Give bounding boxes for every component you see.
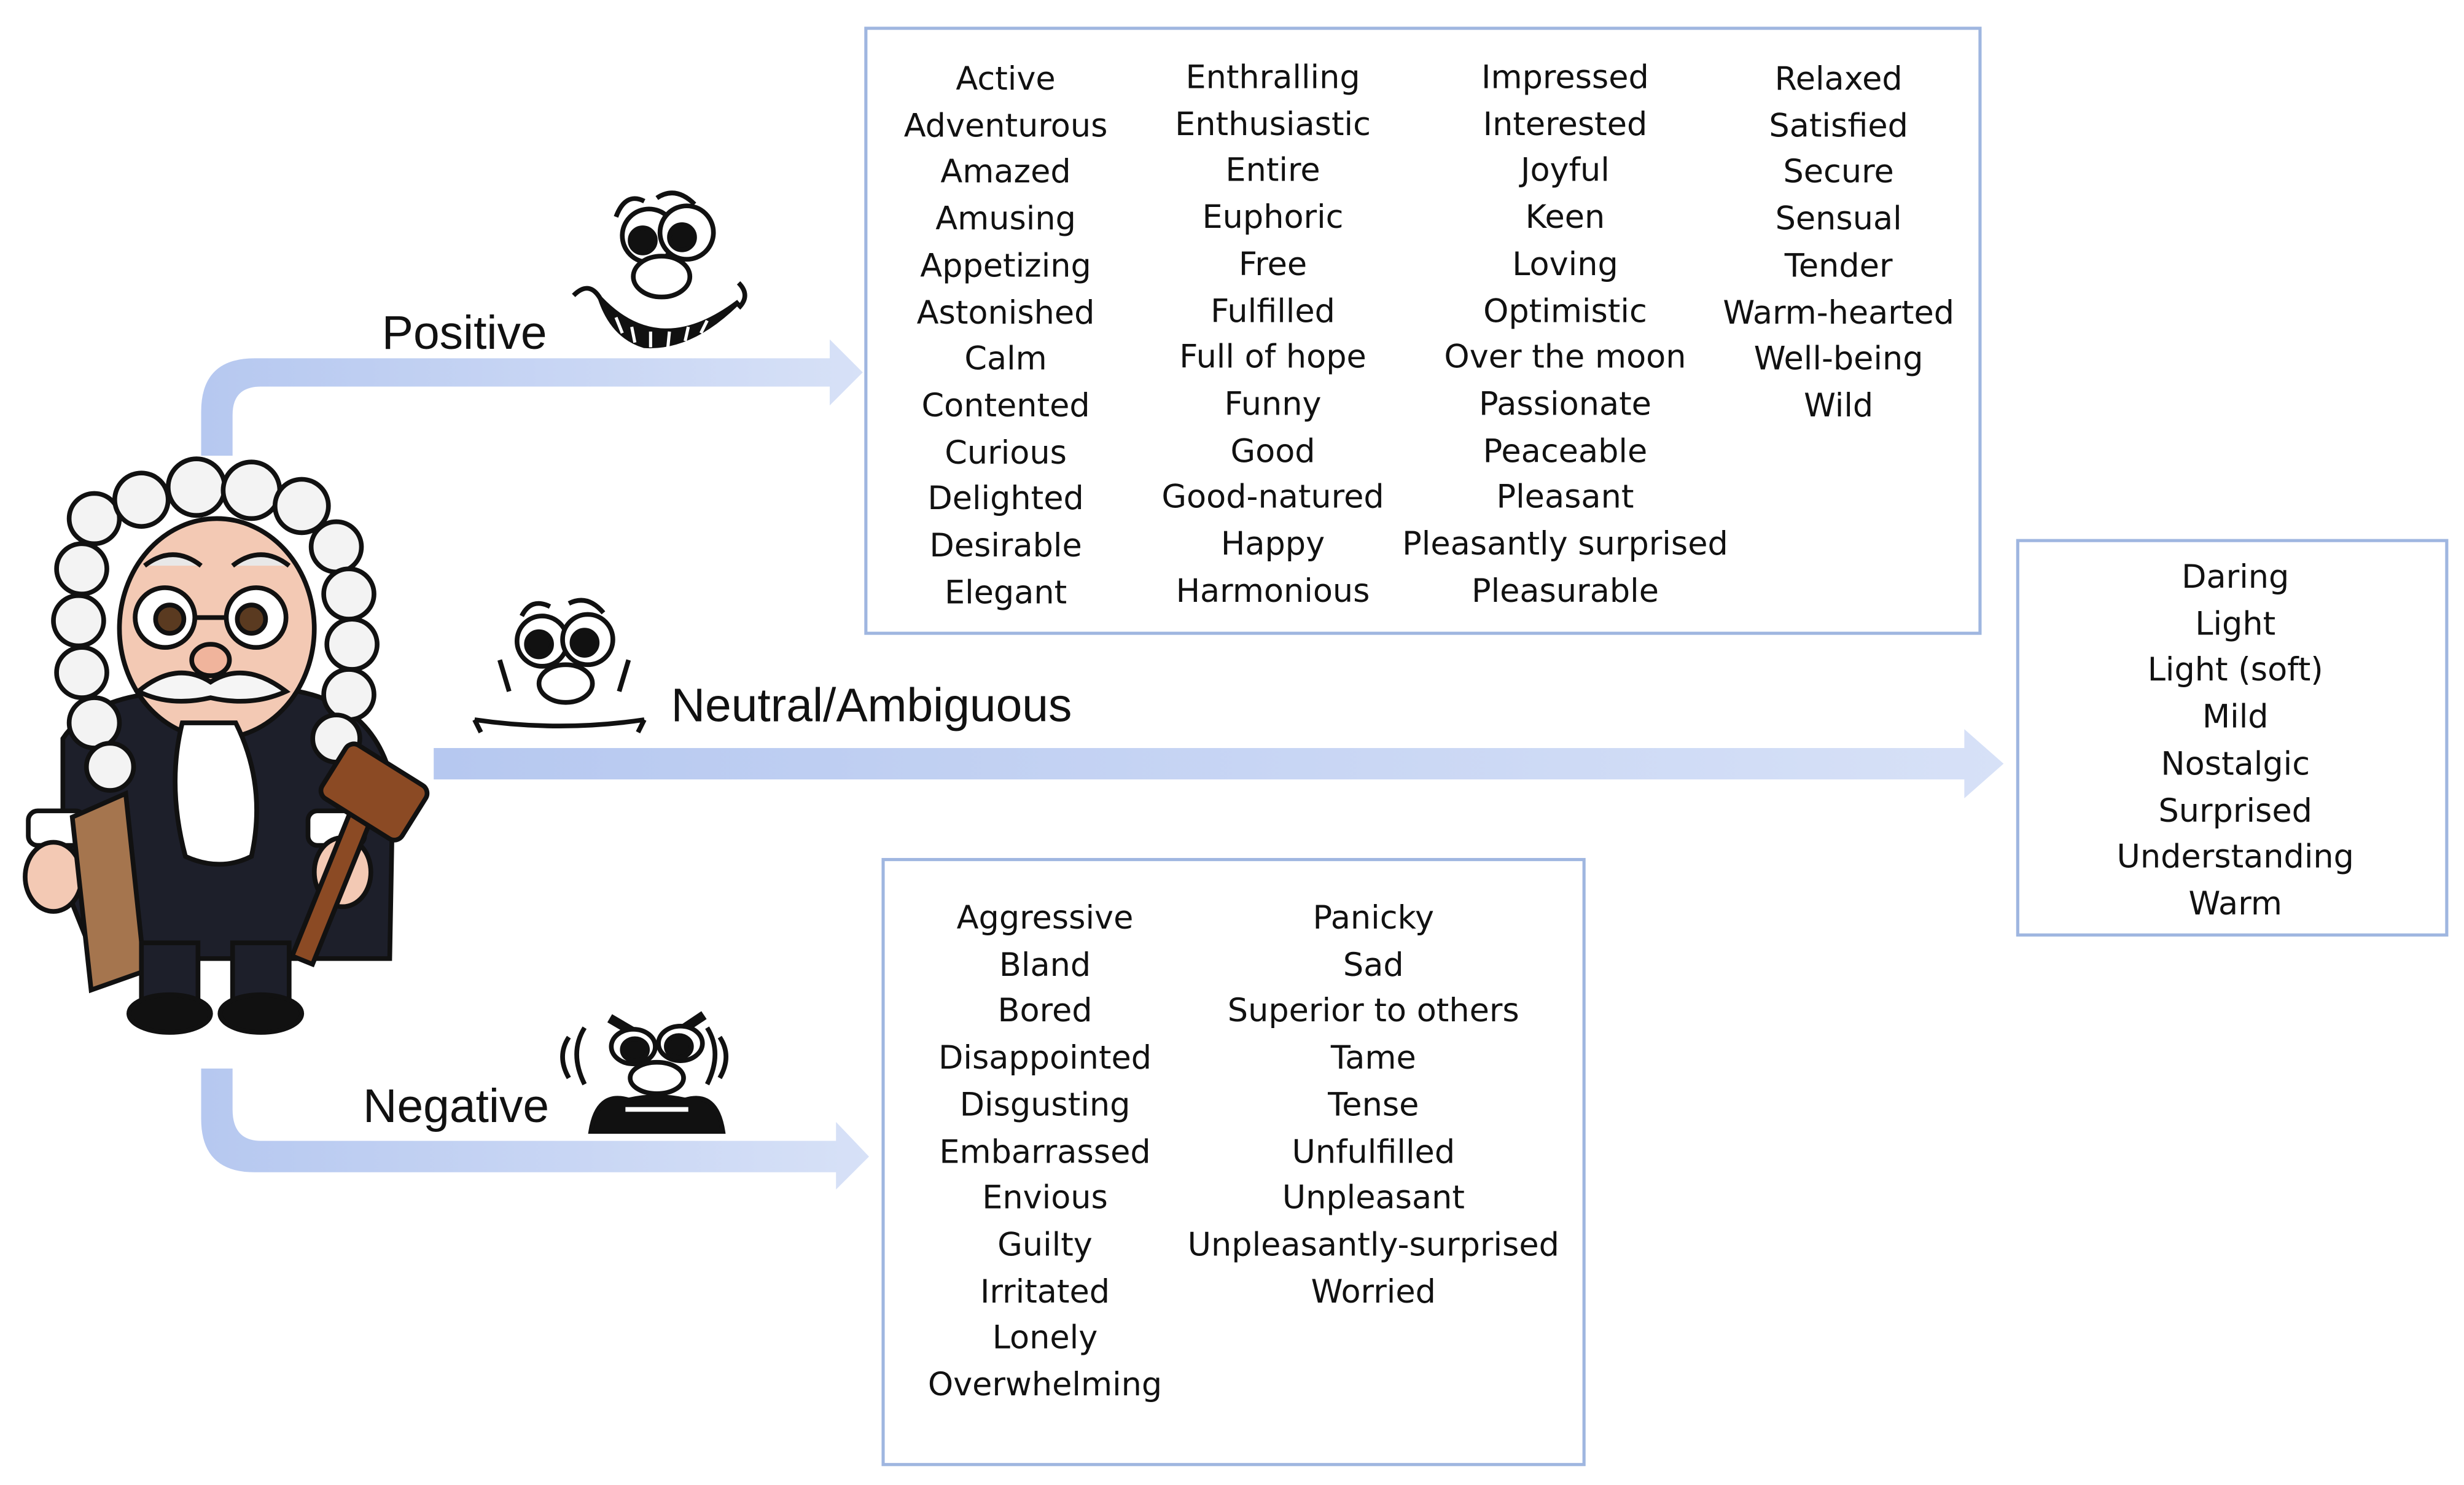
worried-face-icon <box>475 600 644 732</box>
negative-label: Negative <box>363 1081 550 1133</box>
word-item: Interested <box>1483 104 1648 143</box>
positive-column-4 <box>1716 57 1961 430</box>
negative-words-box <box>881 858 1585 1466</box>
negative-column-2 <box>1183 895 1564 1315</box>
word-item: Daring <box>2181 558 2290 596</box>
word-item: Unpleasant <box>1282 1179 1465 1217</box>
word-item: Warm <box>2188 884 2282 922</box>
positive-words-box <box>864 26 1981 634</box>
word-item: Enthralling <box>1185 58 1360 96</box>
word-item: Enthusiastic <box>1175 104 1371 143</box>
word-item: Pleasantly surprised <box>1402 524 1728 563</box>
word-item: Disappointed <box>938 1039 1152 1077</box>
word-item: Sad <box>1343 945 1404 983</box>
word-item: Unpleasantly-surprised <box>1187 1225 1559 1263</box>
word-item: Mild <box>2202 698 2269 736</box>
word-item: Good-natured <box>1161 478 1384 516</box>
word-item: Contented <box>921 386 1090 424</box>
word-item: Full of hope <box>1179 338 1367 376</box>
word-item: Good <box>1230 431 1316 470</box>
word-item: Bland <box>999 945 1091 983</box>
word-item: Impressed <box>1481 58 1649 96</box>
judge-character-icon <box>25 459 431 1032</box>
word-item: Pleasant <box>1496 478 1634 516</box>
word-item: Panicky <box>1312 898 1435 937</box>
word-item: Passionate <box>1478 384 1651 423</box>
word-item: Adventurous <box>903 106 1108 144</box>
word-item: Amusing <box>935 200 1076 238</box>
word-item: Elegant <box>944 573 1067 611</box>
word-item: Delighted <box>927 480 1084 518</box>
word-item: Happy <box>1220 524 1325 563</box>
word-item: Calm <box>964 340 1047 378</box>
angry-face-icon <box>563 1015 726 1131</box>
word-item: Relaxed <box>1774 60 1903 98</box>
word-item: Tense <box>1328 1085 1419 1123</box>
word-item: Optimistic <box>1483 291 1647 330</box>
word-item: Astonished <box>916 293 1095 331</box>
word-item: Peaceable <box>1483 431 1648 470</box>
word-item: Nostalgic <box>2161 744 2310 782</box>
word-item: Unfulfilled <box>1292 1132 1456 1170</box>
word-item: Joyful <box>1520 151 1610 190</box>
word-item: Wild <box>1804 386 1874 424</box>
neutral-label: Neutral/Ambiguous <box>671 680 1072 733</box>
word-item: Harmonious <box>1175 571 1370 610</box>
word-item: Satisfied <box>1769 106 1908 144</box>
word-item: Amazed <box>940 153 1071 191</box>
word-item: Entire <box>1225 151 1320 190</box>
word-item: Fulfilled <box>1211 291 1335 330</box>
word-item: Sensual <box>1775 200 1902 238</box>
word-item: Free <box>1238 244 1308 283</box>
word-item: Embarrassed <box>939 1132 1151 1170</box>
word-item: Curious <box>945 433 1067 471</box>
word-item: Pleasurable <box>1471 571 1659 610</box>
word-item: Surprised <box>2158 791 2312 829</box>
positive-column-1 <box>880 57 1131 617</box>
word-item: Euphoric <box>1202 198 1344 236</box>
word-item: Active <box>956 60 1056 98</box>
positive-column-2 <box>1147 55 1398 615</box>
word-item: Keen <box>1525 198 1605 236</box>
word-item: Over the moon <box>1444 338 1686 376</box>
word-item: Worried <box>1311 1272 1436 1310</box>
word-item: Envious <box>982 1179 1108 1217</box>
word-item: Desirable <box>929 526 1082 564</box>
negative-column-1 <box>916 895 1174 1409</box>
word-item: Irritated <box>980 1272 1110 1310</box>
word-item: Loving <box>1512 244 1618 283</box>
word-item: Light <box>2195 604 2276 642</box>
neutral-words-box <box>2016 539 2449 937</box>
word-item: Warm-hearted <box>1723 293 1955 331</box>
word-item: Bored <box>997 992 1093 1030</box>
neutral-arrow <box>434 729 2003 798</box>
neutral-column-1 <box>2019 555 2452 928</box>
word-item: Guilty <box>997 1225 1093 1263</box>
smiling-face-icon <box>574 193 745 347</box>
word-item: Secure <box>1783 153 1894 191</box>
word-item: Understanding <box>2116 838 2354 876</box>
word-item: Appetizing <box>920 246 1091 284</box>
positive-column-3 <box>1398 55 1731 615</box>
word-item: Aggressive <box>956 898 1134 937</box>
word-item: Lonely <box>992 1319 1098 1357</box>
word-item: Overwhelming <box>927 1365 1163 1403</box>
positive-label: Positive <box>381 308 547 360</box>
word-item: Well-being <box>1753 340 1924 378</box>
word-item: Funny <box>1224 384 1322 423</box>
word-item: Tender <box>1784 246 1893 284</box>
word-item: Disgusting <box>959 1085 1131 1123</box>
word-item: Superior to others <box>1227 992 1519 1030</box>
word-item: Tame <box>1330 1039 1416 1077</box>
word-item: Light (soft) <box>2147 651 2323 689</box>
